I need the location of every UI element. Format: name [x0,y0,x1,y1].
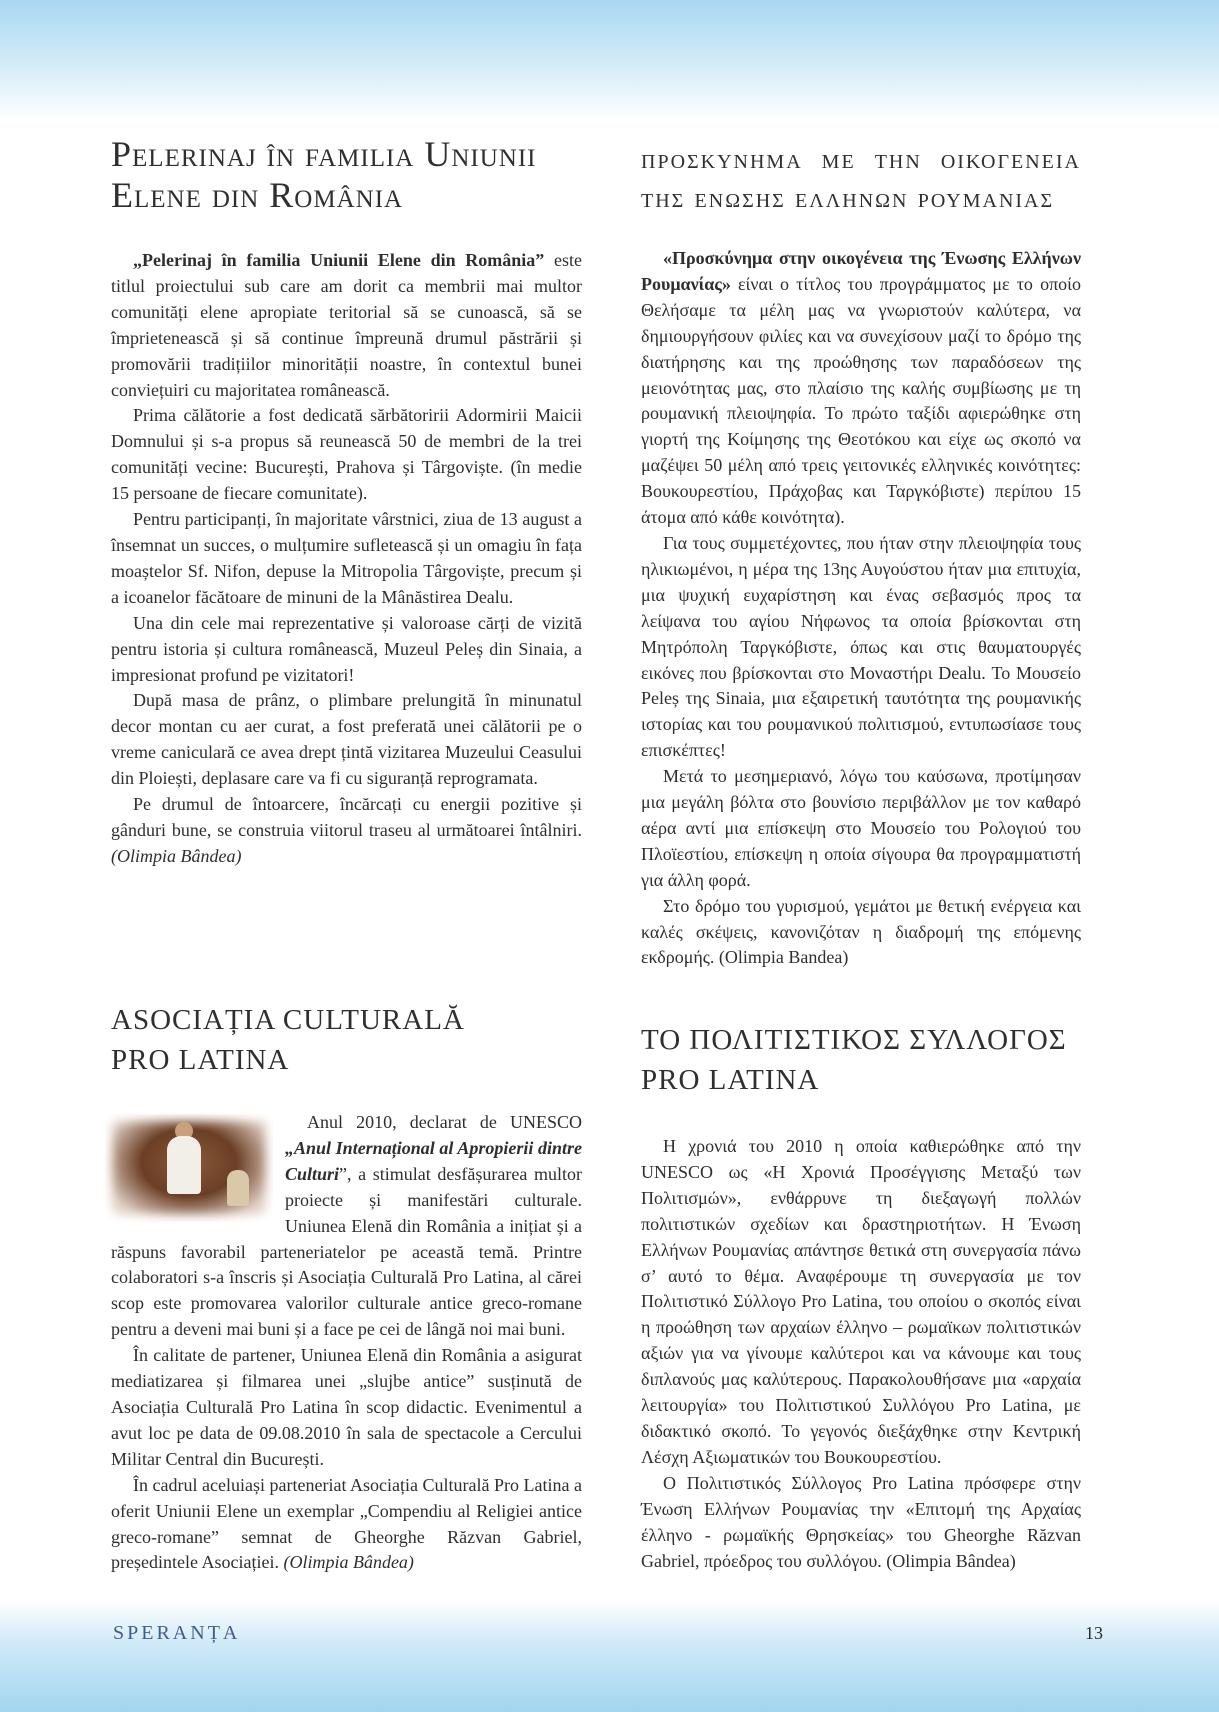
paragraph: Στο δρόμο του γυρισμού, γεμάτοι με θετική ενέργεια και καλές σκέψεις, κανονιζόταν η διαδρομή της επόμενης εκδρομής. (Olimpia Bandea) [641,895,1081,968]
magazine-name: SPERANȚA [113,1622,241,1644]
title-line-1: Pelerinaj în familia Uniunii [111,134,537,174]
paragraph: «Προσκύνημα στην οικογένεια της Ένωσης Ελλήνων Ρουμανίας» είναι ο τίτλος του προγράμματος με το οποίο Θελήσαμε τα μέλη μας να γνωριστούν καλύτερα, να δημιουργήσουν φιλίες και να συνεχίσουν μαζί το δρόμο της διατήρησης και της προώθησης των παραδόσεων της μειονότητας μας, στο πλαίσιο της καλής συμβίωσης με τη ρουμανική πλειοψηφία. Το πρώτο ταξίδι αφιερώθηκε στη γιορτή της Κοίμησης της Θεοτόκου και είχε ως σκοπό να μαζέψει 50 μέλη από τρεις γειτονικές ελληνικές κοινότητες: Βουκουρεστίου, Πράχοβας και Ταργκόβιστε) περίπου 15 άτομα από κάθε κοινότητα). [641,248,1081,528]
bottom-decorative-band [0,1600,1219,1712]
title-line-1: ΤΟ ΠΟΛΙΤΙΣΤΙΚΟΣ ΣΥΛΛΟΓΟΣ [641,1024,1067,1056]
right-article-proskynima [641,140,1081,971]
paragraph: Anul 2010, declarat de UNESCO „Anul Internațional al Apropierii dintre Culturi”, a stimulat desfășurarea multor proiecte și manifestări culturale. Uniunea Elenă din România a inițiat și a răspuns favorabil parteneriatelor pe această temă. Printre colaboratori s-a înscris și Asociația Culturală Pro Latina, al cărei scop este promovarea valorilor culturale antice greco-romane pentru a deveni mai buni și a face pe cei de lângă noi mai buni. [111,1112,582,1340]
paragraph: „Pelerinaj în familia Uniunii Elene din România” este titlul proiectului sub care am dorit ca membrii mai multor comunități elene apropiate teritorial să se cunoască, să se împrietenească și să continue împreună drumul păstrării și promovării tradițiilor minorității noastre, în contextul bunei conviețuiri cu majoritatea românească. [111,250,583,400]
article-body [641,246,1081,971]
title-line-2: Elene din România [111,175,404,215]
left-article-pro-latina [111,1000,582,1576]
title-line-1: ASOCIAȚIA CULTURALĂ [111,1004,465,1036]
title-line-2: PRO LATINA [111,1044,290,1076]
article-body [111,248,582,870]
paragraph: Για τους συμμετέχοντες, που ήταν στην πλειοψηφία τους ηλικιωμένοι, η μέρα της 13ης Αυγούστου ήταν μια επιτυχία, μια ψυχική ευχαρίστηση και ένας σεβασμός προς τα λείψανα του αγίου Νήφωνος τα οποία βρίσκονται στη Μητρόπολη Ταργκόβιστε, όπως και στις θαυματουργές εικόνες που βρίσκονται στο Μοναστήρι Dealu. Το Μουσείο Peleș της Sinaia, μια εξαιρετική ταυτότητα της ρουμανικής ιστορίας και του ρουμανικού πολιτισμού, εντυπωσίασε τους επισκέπτες! [641,532,1081,761]
bold-lead: „Pelerinaj în familia Uniunii Elene din România” [133,250,545,270]
emphasis: „Anul Internațional al Apropierii dintre Culturi [285,1137,582,1184]
paragraph: Η χρονιά του 2010 η οποία καθιερώθηκε από την UNESCO ως «Η Χρονιά Προσέγγισης Μεταξύ των Πολιτισμών», ενθάρρυνε τη διεξαγωγή πολλών πολιτιστικών σχεδίων και δραστηριοτήτων. Η Ένωση Ελλήνων Ρουμανίας απάντησε θετικά στη συνεργασία πάνω σ’ αυτό το θέμα. Αναφέρουμε τη συνεργασία με τον Πολιτιστικό Σύλλογο Pro Latina, του οποίου ο σκοπός είναι η προώθηση των αρχαίων έλληνο – ρωμαϊκων πολιτιστικών αξιών για να γίνουμε καλύτεροι και να κάνουμε και τους διπλανούς μας καλύτερους. Παρακολουθήσανε μια «αρχαία λειτουργία» του Πολιτιστικού Συλλόγου Pro Latina, με διδακτικό σκοπό. Το γεγονός διεξάχθηκε στην Κεντρική Λέσχη Αξιωματικών του Βουκουρεστίου. [641,1136,1081,1467]
article-body [641,1134,1081,1574]
bold-lead: «Προσκύνημα στην οικογένεια της Ένωσης Ελλήνων Ρουμανίας» [641,248,1081,294]
paragraph: Prima călătorie a fost dedicată sărbătoririi Adormirii Maicii Domnului și s-a propus să reunească 50 de membri de la trei comunități vecine: București, Prahova și Târgoviște. (în medie 15 persoane de fiecare comunitate). [111,405,582,504]
paragraph: Pentru participanți, în majoritate vârstnici, ziua de 13 august a însemnat un succes, o mulțumire sufletească și un omagiu în fața moaștelor Sf. Nifon, depuse la Mitropolia Târgoviște, precum și a icoanelor făcătoare de minuni de la Mânăstirea Dealu. [111,509,582,607]
article-title [111,134,582,216]
event-photo [105,1114,273,1222]
article-title [111,1000,582,1080]
article-title: προσκυνημα με την οικογενεια της ενωσης ελληνων ρουμανιας [641,143,1081,214]
article-body [111,1110,582,1576]
paragraph: Pe drumul de întoarcere, încărcați cu energii pozitive și gânduri bune, se construia viitorul traseu al următoarei întâlniri. (Olimpia Bândea) [111,794,582,866]
paragraph: După masa de prânz, o plimbare prelungită în minunatul decor montan cu aer curat, a fost preferată unei călătorii pe o vreme caniculară ce avea drept țintă vizitarea Muzeului Ceasului din Ploiești, deplasare care va fi cu siguranță reprogramata. [111,690,582,789]
paragraph: Ο Πολιτιστικός Σύλλογος Pro Latina πρόσφερε στην Ένωση Ελλήνων Ρουμανίας την «Επιτομή της Αρχαίας έλληνο - ρωμαϊκής Θρησκείας» του Gheorghe Răzvan Gabriel, πρόεδρος του συλλόγου. (Olimpia Bândea) [641,1472,1081,1571]
paragraph: Una din cele mai reprezentative și valoroase cărți de vizită pentru istoria și cultura românească, Muzeul Peleș din Sinaia, a impresionat profund pe vizitatori! [111,612,582,685]
author-credit: (Olimpia Bândea) [111,845,242,866]
page-number: 13 [1085,1623,1103,1643]
article-title [641,1020,1081,1100]
paragraph: În calitate de partener, Uniunea Elenă din România a asigurat mediatizarea și filmarea unei „slujbe antice” susținută de Asociația Culturală Pro Latina în scop didactic. Evenimentul a avut loc pe data de 09.08.2010 în sala de spectacole a Cercului Militar Central din București. [111,1345,582,1469]
top-decorative-band [0,0,1219,120]
title-line-2: PRO LATINA [641,1064,820,1096]
paragraph: Μετά το μεσημεριανό, λόγω του καύσωνα, προτίμησαν μια μεγάλη βόλτα στο βουνίσιο περιβάλλον με τον καθαρό αέρα αντί μια επίσκεψη στο Μουσείο του Ρολογιού του Πλοϊεστίου, επίσκεψη η οποία σίγουρα θα προγραμματιστή για άλλη φορά. [641,766,1081,890]
paragraph: În cadrul aceluiași parteneriat Asociația Culturală Pro Latina a oferit Uniunii Elene un exemplar „Compendiu al Religiei antice greco-romane” semnat de Gheorghe Răzvan Gabriel, președintele Asociației. (Olimpia Bândea) [111,1474,582,1573]
left-article-pelerinaj [111,134,582,870]
author-credit: (Olimpia Bândea) [283,1552,414,1573]
right-article-pro-latina [641,1020,1081,1574]
